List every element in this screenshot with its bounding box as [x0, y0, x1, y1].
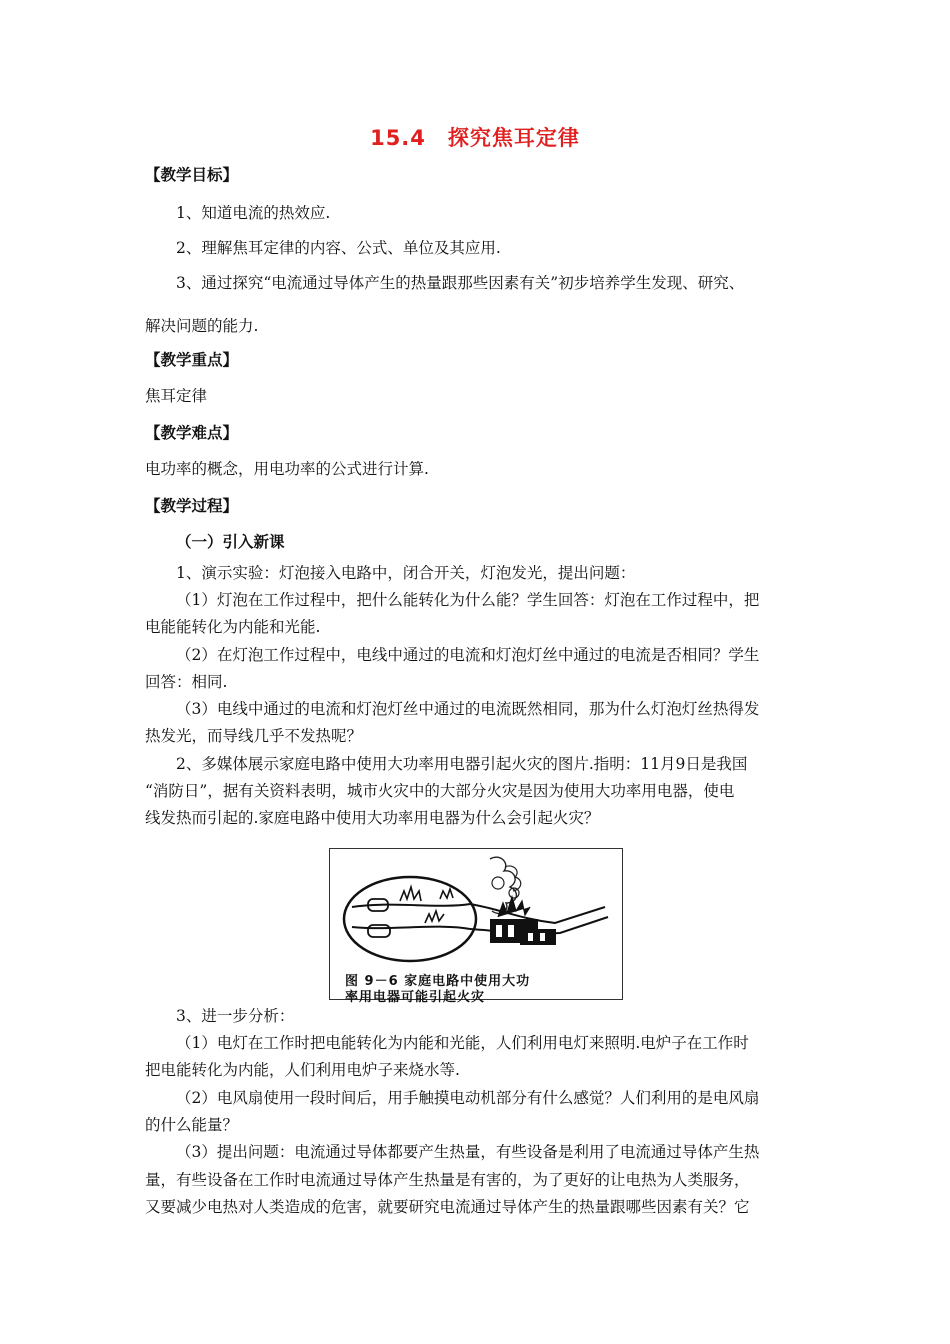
para-3-3a: （3）提出问题：电流通过导体都要产生热量，有些设备是利用了电流通过导体产生热 — [176, 1143, 760, 1161]
title-number: 15.4 — [370, 126, 426, 150]
title-text: 探究焦耳定律 — [447, 126, 580, 150]
para-3-1b: 把电能转化为内能，人们利用电炉子来烧水等. — [145, 1061, 460, 1079]
para-1-3b: 热发光，而导线几乎不发热呢？ — [145, 727, 363, 745]
para-1: 1、演示实验：灯泡接入电路中，闭合开关，灯泡发光，提出问题： — [176, 564, 636, 582]
key-heading: 【教学重点】 — [145, 351, 239, 369]
goal-1: 1、知道电流的热效应. — [176, 204, 331, 222]
para-3-2a: （2）电风扇使用一段时间后，用手触摸电动机部分有什么感觉？人们利用的是电风扇 — [176, 1089, 760, 1107]
figure-caption-line-1: 图 9－6 家庭电路中使用大功 — [345, 974, 531, 989]
sub-heading-intro: （一）引入新课 — [176, 533, 285, 551]
para-1-3a: （3）电线中通过的电流和灯泡灯丝中通过的电流既然相同，那为什么灯泡灯丝热得发 — [176, 700, 760, 718]
document-title — [0, 122, 950, 152]
goals-heading: 【教学目标】 — [145, 166, 239, 184]
key-text: 焦耳定律 — [145, 387, 208, 405]
process-heading: 【教学过程】 — [145, 497, 239, 515]
goal-3a: 3、通过探究“电流通过导体产生的热量跟那些因素有关”初步培养学生发现、研究、 — [176, 274, 745, 292]
para-2a: 2、多媒体展示家庭电路中使用大功率用电器引起火灾的图片.指明：11月9日是我国 — [176, 755, 748, 773]
para-2c: 线发热而引起的.家庭电路中使用大功率用电器为什么会引起火灾？ — [145, 809, 600, 827]
para-1-1b: 电能能转化为内能和光能. — [145, 618, 321, 636]
para-3-1a: （1）电灯在工作时把电能转化为内能和光能，人们利用电灯来照明.电炉子在工作时 — [176, 1034, 749, 1052]
para-1-2b: 回答：相同. — [145, 673, 228, 691]
para-1-1a: （1）灯泡在工作过程中，把什么能转化为什么能？学生回答：灯泡在工作过程中，把 — [176, 591, 760, 609]
para-3-3c: 又要减少电热对人类造成的危害，就要研究电流通过导体产生的热量跟哪些因素有关？它 — [145, 1198, 750, 1216]
para-3: 3、进一步分析： — [176, 1007, 295, 1025]
para-3-2b: 的什么能量？ — [145, 1116, 239, 1134]
difficulty-heading: 【教学难点】 — [145, 424, 239, 442]
para-2b: “消防日”，据有关资料表明，城市火灾中的大部分火灾是因为使用大功率用电器，使电 — [145, 782, 735, 800]
goal-2: 2、理解焦耳定律的内容、公式、单位及其应用. — [176, 239, 501, 257]
difficulty-text: 电功率的概念，用电功率的公式进行计算. — [145, 460, 429, 478]
para-1-2a: （2）在灯泡工作过程中，电线中通过的电流和灯泡灯丝中通过的电流是否相同？学生 — [176, 646, 760, 664]
figure-caption-line-2: 率用电器可能引起火灾 — [345, 990, 486, 1005]
para-3-3b: 量，有些设备在工作时电流通过导体产生热量是有害的，为了更好的让电热为人类服务， — [145, 1171, 750, 1189]
goal-3b: 解决问题的能力. — [145, 317, 259, 335]
